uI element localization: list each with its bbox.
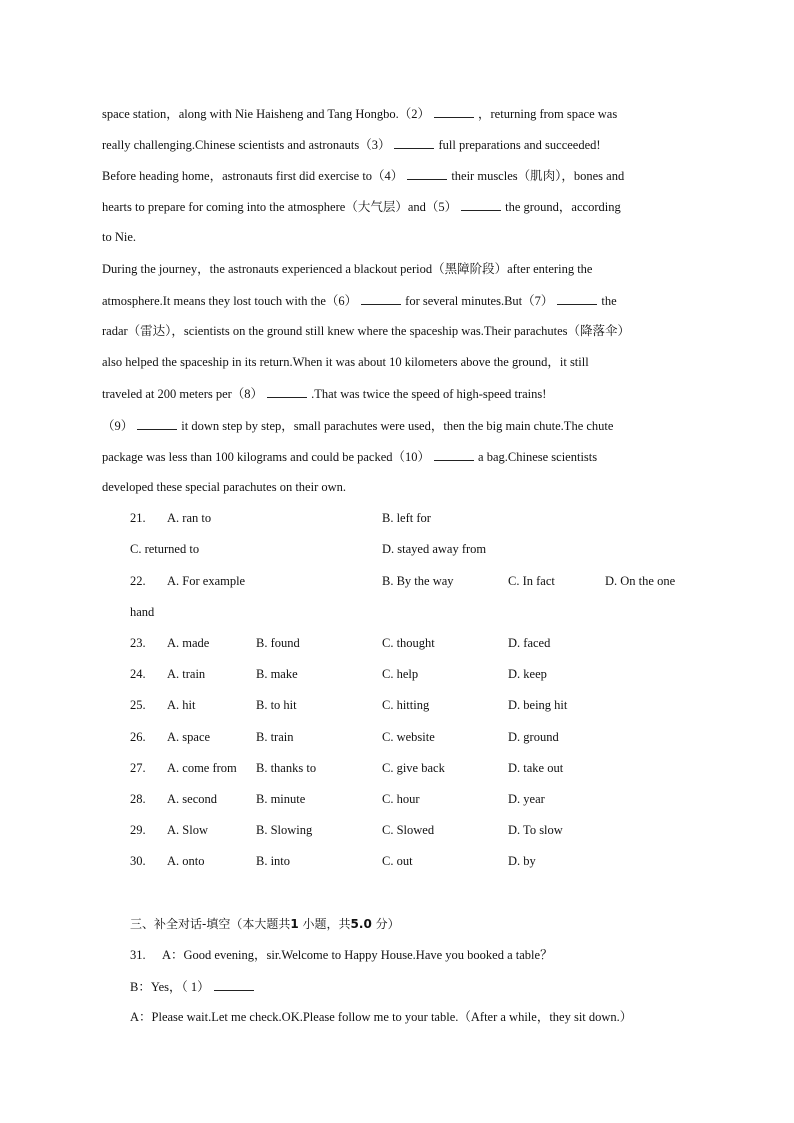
section-title-suffix: 分） (375, 917, 400, 931)
option-d[interactable]: D. keep (508, 667, 547, 681)
passage-text: the ground，according (505, 200, 621, 214)
answer-blank-9[interactable] (137, 417, 177, 430)
option-a[interactable]: A. second (167, 792, 217, 806)
option-c[interactable]: C. returned to (130, 542, 200, 556)
answer-blank-5[interactable] (461, 198, 501, 211)
dialogue-line-a1: A：Good evening，sir.Welcome to Happy House.Have you booked a table？ (162, 948, 553, 962)
question-number: 22. (130, 574, 146, 588)
option-c[interactable]: C. out (382, 854, 413, 868)
passage-text: （9） (102, 419, 134, 433)
passage-text: ，returning from space was (478, 107, 618, 121)
option-c[interactable]: C. website (382, 730, 435, 744)
passage-text: atmosphere.It means they lost touch with the（6） (102, 294, 358, 308)
answer-blank-7[interactable] (557, 292, 597, 305)
passage-line-1 (102, 105, 617, 122)
option-d[interactable]: D. year (508, 792, 545, 806)
option-d[interactable]: D. by (508, 854, 536, 868)
passage-line-10 (102, 385, 546, 402)
passage-text: really challenging.Chinese scientists and astronauts（3） (102, 138, 391, 152)
question-number: 29. (130, 823, 146, 837)
passage-line-6 (102, 261, 592, 277)
answer-blank-3[interactable] (394, 136, 434, 149)
option-c[interactable]: C. hitting (382, 698, 430, 712)
option-c[interactable]: C. hour (382, 792, 420, 806)
option-a[interactable]: A. onto (167, 854, 205, 868)
option-b[interactable]: B. into (256, 854, 291, 868)
option-d[interactable]: D. ground (508, 730, 559, 744)
question-number: 28. (130, 792, 146, 806)
option-d[interactable]: D. take out (508, 761, 564, 775)
passage-text: space station，along with Nie Haisheng and Tang Hongbo.（2） (102, 107, 431, 121)
answer-blank-6[interactable] (361, 292, 401, 305)
dialogue-line-a2: A：Please wait.Let me check.OK.Please follow me to your table.（After a while，they sit down.） (130, 1010, 633, 1024)
passage-line-7 (102, 292, 617, 309)
option-c[interactable]: C. Slowed (382, 823, 435, 837)
option-b[interactable]: B. make (256, 667, 298, 681)
option-a[interactable]: A. come from (167, 761, 237, 775)
option-d[interactable]: D. being hit (508, 698, 568, 712)
option-b[interactable]: B. By the way (382, 574, 454, 588)
passage-line-12 (102, 448, 597, 465)
question-number: 25. (130, 698, 146, 712)
option-b[interactable]: B. found (256, 636, 300, 650)
passage-text: traveled at 200 meters per（8） (102, 387, 264, 401)
option-d-continued: hand (130, 605, 155, 619)
option-d[interactable]: D. To slow (508, 823, 563, 837)
option-a[interactable]: A. For example (167, 574, 246, 588)
passage-line-11 (102, 417, 613, 434)
question-number: 30. (130, 854, 146, 868)
answer-blank-d1[interactable] (214, 978, 254, 991)
option-a[interactable]: A. Slow (167, 823, 208, 837)
option-a[interactable]: A. space (167, 730, 211, 744)
section-3-title (130, 916, 400, 932)
passage-line-8 (102, 323, 630, 339)
passage-line-13 (102, 479, 346, 495)
option-b[interactable]: B. thanks to (256, 761, 317, 775)
option-c[interactable]: C. In fact (508, 574, 555, 588)
option-b[interactable]: B. Slowing (256, 823, 313, 837)
option-a[interactable]: A. made (167, 636, 210, 650)
passage-line-2 (102, 136, 601, 153)
answer-blank-10[interactable] (434, 448, 474, 461)
passage-text: it down step by step，small parachutes were used，then the big main chute.The chute (181, 419, 614, 433)
answer-blank-8[interactable] (267, 385, 307, 398)
dialogue-text: B：Yes，（ 1） (130, 980, 210, 994)
dialogue-line-b1 (130, 978, 258, 995)
option-c[interactable]: C. help (382, 667, 419, 681)
option-d[interactable]: D. On the one (605, 574, 676, 588)
option-a[interactable]: A. train (167, 667, 206, 681)
passage-text: developed these special parachutes on their own. (102, 480, 347, 494)
passage-text: for several minutes.But（7） (405, 294, 554, 308)
option-d[interactable]: D. stayed away from (382, 542, 487, 556)
passage-text: also helped the spaceship in its return.When it was about 10 kilometers above the ground，it still (102, 355, 589, 369)
option-c[interactable]: C. give back (382, 761, 445, 775)
passage-text: During the journey，the astronauts experienced a blackout period（黑障阶段）after entering the (102, 262, 593, 276)
section-title-count: 1 (290, 917, 299, 931)
question-number: 24. (130, 667, 146, 681)
option-a[interactable]: A. ran to (167, 511, 212, 525)
question-number: 26. (130, 730, 146, 744)
passage-line-9 (102, 354, 589, 370)
passage-text: a bag.Chinese scientists (478, 450, 598, 464)
passage-text: their muscles（肌肉），bones and (451, 169, 625, 183)
section-title-mid: 小题，共 (302, 917, 351, 931)
passage-text: hearts to prepare for coming into the atmosphere（大气层）and（5） (102, 200, 458, 214)
passage-text: Before heading home，astronauts first did exercise to（4） (102, 169, 404, 183)
passage-text: to Nie. (102, 230, 137, 244)
passage-text: full preparations and succeeded! (438, 138, 601, 152)
question-number: 23. (130, 636, 146, 650)
answer-blank-2[interactable] (434, 105, 474, 118)
option-b[interactable]: B. train (256, 730, 294, 744)
option-b[interactable]: B. left for (382, 511, 431, 525)
passage-line-3 (102, 167, 624, 184)
question-number: 21. (130, 511, 146, 525)
passage-line-4 (102, 198, 621, 215)
question-number: 31. (130, 948, 146, 962)
passage-text: .That was twice the speed of high-speed trains! (311, 387, 547, 401)
option-d[interactable]: D. faced (508, 636, 551, 650)
section-title-prefix: 三、补全对话-填空（本大题共 (130, 917, 291, 931)
passage-text: radar（雷达），scientists on the ground still knew where the spaceship was.Their parachutes（降落伞） (102, 324, 630, 338)
passage-text: package was less than 100 kilograms and could be packed（10） (102, 450, 431, 464)
option-a[interactable]: A. hit (167, 698, 196, 712)
option-c[interactable]: C. thought (382, 636, 435, 650)
passage-text: the (601, 294, 617, 308)
option-b[interactable]: B. to hit (256, 698, 297, 712)
option-b[interactable]: B. minute (256, 792, 306, 806)
question-number: 27. (130, 761, 146, 775)
section-title-score: 5.0 (350, 917, 372, 931)
passage-line-5 (102, 229, 136, 245)
answer-blank-4[interactable] (407, 167, 447, 180)
